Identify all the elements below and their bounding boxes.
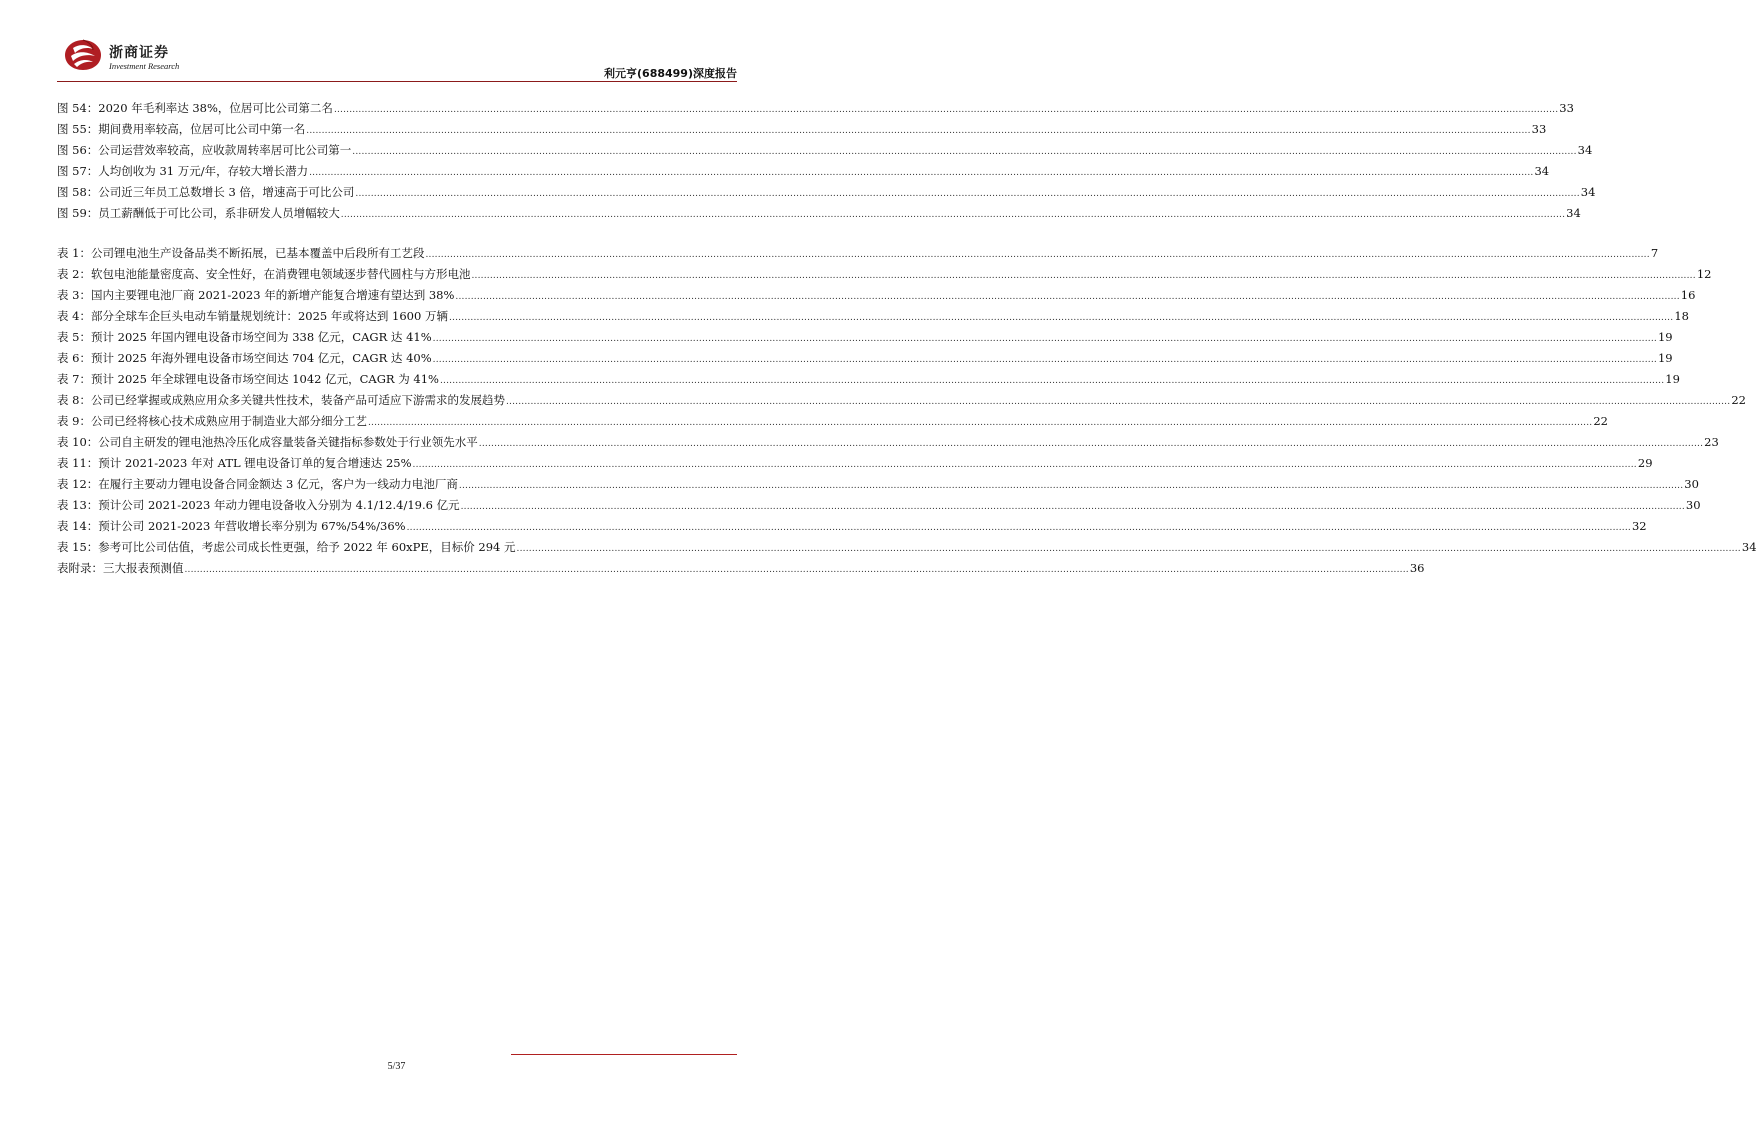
table-of-contents bbox=[57, 98, 1757, 579]
toc-leader-dots: ................................................................................................................................................................................................................................................................................................................................................................................................................ bbox=[432, 355, 1657, 365]
toc-leader-dots: ................................................................................................................................................................................................................................................................................................................................................................................................................ bbox=[478, 439, 1704, 449]
toc-entry-page: 34 bbox=[1534, 164, 1550, 178]
toc-entry-page: 7 bbox=[1650, 246, 1659, 260]
toc-leader-dots: ................................................................................................................................................................................................................................................................................................................................................................................................................ bbox=[458, 481, 1684, 491]
toc-entry-title: 表 9：公司已经将核心技术成熟应用于制造业大部分细分工艺 bbox=[57, 414, 367, 428]
toc-entry-title: 表 6：预计 2025 年海外锂电设备市场空间达 704 亿元，CAGR 达 40% bbox=[57, 351, 432, 365]
toc-leader-dots: ................................................................................................................................................................................................................................................................................................................................................................................................................ bbox=[425, 250, 1650, 260]
toc-entry-title: 表 7：预计 2025 年全球锂电设备市场空间达 1042 亿元，CAGR 为 41% bbox=[57, 372, 439, 386]
toc-entry-page: 36 bbox=[1409, 561, 1425, 575]
toc-entry[interactable] bbox=[57, 285, 1696, 306]
toc-entry-title: 表 2：软包电池能量密度高、安全性好，在消费锂电领域逐步替代圆柱与方形电池 bbox=[57, 267, 471, 281]
header-divider bbox=[57, 81, 737, 82]
toc-leader-dots: ................................................................................................................................................................................................................................................................................................................................................................................................................ bbox=[448, 313, 1674, 323]
toc-leader-dots: ................................................................................................................................................................................................................................................................................................................................................................................................................ bbox=[439, 376, 1665, 386]
toc-entry[interactable] bbox=[57, 327, 1673, 348]
toc-entry-page: 19 bbox=[1657, 351, 1673, 365]
toc-leader-dots: ................................................................................................................................................................................................................................................................................................................................................................................................................ bbox=[406, 523, 1631, 533]
toc-entry[interactable] bbox=[57, 537, 1757, 558]
toc-entry[interactable] bbox=[57, 558, 1425, 579]
page-header bbox=[57, 34, 737, 82]
toc-entry-title: 表 13：预计公司 2021-2023 年动力锂电设备收入分别为 4.1/12.4/19.6 亿元 bbox=[57, 498, 460, 512]
zheshang-logo-icon bbox=[63, 38, 103, 72]
toc-leader-dots: ................................................................................................................................................................................................................................................................................................................................................................................................................ bbox=[505, 397, 1731, 407]
toc-entry-page: 30 bbox=[1684, 477, 1699, 491]
toc-entry-title: 表 4：部分全球车企巨头电动车销量规划统计：2025 年或将达到 1600 万辆 bbox=[57, 309, 448, 323]
toc-entry-title: 图 56：公司运营效率较高，应收款周转率居可比公司第一 bbox=[57, 143, 352, 157]
table-list bbox=[57, 243, 1757, 579]
toc-leader-dots: ................................................................................................................................................................................................................................................................................................................................................................................................................ bbox=[455, 292, 1680, 302]
toc-entry[interactable] bbox=[57, 369, 1680, 390]
toc-entry-title: 表 10：公司自主研发的锂电池热冷压化成容量装备关键指标参数处于行业领先水平 bbox=[57, 435, 478, 449]
toc-entry-page: 34 bbox=[1577, 143, 1593, 157]
toc-entry-title: 表 1：公司锂电池生产设备品类不断拓展，已基本覆盖中后段所有工艺段 bbox=[57, 246, 425, 260]
toc-entry-page: 16 bbox=[1680, 288, 1696, 302]
toc-entry-title: 图 59：员工薪酬低于可比公司，系非研发人员增幅较大 bbox=[57, 206, 340, 220]
toc-entry[interactable] bbox=[57, 119, 1547, 140]
toc-entry-title: 表附录：三大报表预测值 bbox=[57, 561, 184, 575]
toc-entry[interactable] bbox=[57, 474, 1699, 495]
toc-entry[interactable] bbox=[57, 453, 1653, 474]
toc-entry[interactable] bbox=[57, 182, 1596, 203]
toc-entry-page: 18 bbox=[1674, 309, 1689, 323]
toc-entry-title: 图 55：期间费用率较高，位居可比公司中第一名 bbox=[57, 122, 306, 136]
toc-leader-dots: ................................................................................................................................................................................................................................................................................................................................................................................................................ bbox=[184, 565, 1409, 575]
toc-entry-title: 表 3：国内主要锂电池厂商 2021-2023 年的新增产能复合增速有望达到 38% bbox=[57, 288, 455, 302]
toc-leader-dots: ................................................................................................................................................................................................................................................................................................................................................................................................................ bbox=[309, 168, 1534, 178]
toc-leader-dots: ................................................................................................................................................................................................................................................................................................................................................................................................................ bbox=[340, 210, 1566, 220]
footer-divider bbox=[511, 1054, 737, 1055]
toc-entry[interactable] bbox=[57, 161, 1550, 182]
toc-entry-page: 34 bbox=[1741, 540, 1757, 554]
toc-leader-dots: ................................................................................................................................................................................................................................................................................................................................................................................................................ bbox=[306, 126, 1531, 136]
toc-entry-title: 表 14：预计公司 2021-2023 年营收增长率分别为 67%/54%/36% bbox=[57, 519, 406, 533]
toc-entry-title: 表 15：参考可比公司估值，考虑公司成长性更强，给予 2022 年 60xPE，目标价 294 元 bbox=[57, 540, 516, 554]
toc-entry-page: 33 bbox=[1559, 101, 1574, 115]
toc-entry-title: 表 8：公司已经掌握或成熟应用众多关键共性技术，装备产品可适应下游需求的发展趋势 bbox=[57, 393, 505, 407]
toc-entry-page: 34 bbox=[1566, 206, 1581, 220]
toc-leader-dots: ................................................................................................................................................................................................................................................................................................................................................................................................................ bbox=[355, 189, 1580, 199]
page-number: 5/37 bbox=[387, 1061, 406, 1072]
toc-entry-page: 32 bbox=[1631, 519, 1647, 533]
company-logo bbox=[57, 34, 217, 76]
toc-entry-title: 图 57：人均创收为 31 万元/年，存较大增长潜力 bbox=[57, 164, 309, 178]
toc-leader-dots: ................................................................................................................................................................................................................................................................................................................................................................................................................ bbox=[516, 544, 1741, 554]
report-title: 利元亨(688499)深度报告 bbox=[604, 67, 737, 80]
toc-entry[interactable] bbox=[57, 390, 1746, 411]
toc-entry-page: 19 bbox=[1657, 330, 1673, 344]
toc-entry[interactable] bbox=[57, 306, 1689, 327]
toc-entry-title: 表 11：预计 2021-2023 年对 ATL 锂电设备订单的复合增速达 25% bbox=[57, 456, 412, 470]
toc-leader-dots: ................................................................................................................................................................................................................................................................................................................................................................................................................ bbox=[460, 502, 1685, 512]
toc-entry[interactable] bbox=[57, 348, 1673, 369]
toc-entry-title: 图 58：公司近三年员工总数增长 3 倍，增速高于可比公司 bbox=[57, 185, 355, 199]
logo-english-name: Investment Research bbox=[109, 61, 180, 71]
toc-entry[interactable] bbox=[57, 411, 1608, 432]
toc-entry-page: 34 bbox=[1580, 185, 1596, 199]
toc-leader-dots: ................................................................................................................................................................................................................................................................................................................................................................................................................ bbox=[352, 147, 1577, 157]
logo-chinese-name: 浙商证券 bbox=[109, 45, 169, 61]
toc-entry[interactable] bbox=[57, 516, 1647, 537]
toc-entry-page: 19 bbox=[1665, 372, 1680, 386]
toc-entry-title: 表 12：在履行主要动力锂电设备合同金额达 3 亿元，客户为一线动力电池厂商 bbox=[57, 477, 458, 491]
toc-entry-title: 图 54：2020 年毛利率达 38%，位居可比公司第二名 bbox=[57, 101, 333, 115]
toc-entry[interactable] bbox=[57, 203, 1581, 224]
toc-entry[interactable] bbox=[57, 98, 1574, 119]
toc-leader-dots: ................................................................................................................................................................................................................................................................................................................................................................................................................ bbox=[432, 334, 1657, 344]
toc-entry-page: 22 bbox=[1731, 393, 1746, 407]
toc-entry[interactable] bbox=[57, 264, 1712, 285]
toc-entry-title: 表 5：预计 2025 年国内锂电设备市场空间为 338 亿元，CAGR 达 41% bbox=[57, 330, 432, 344]
toc-entry[interactable] bbox=[57, 243, 1659, 264]
toc-entry[interactable] bbox=[57, 432, 1719, 453]
toc-entry-page: 22 bbox=[1593, 414, 1608, 428]
toc-leader-dots: ................................................................................................................................................................................................................................................................................................................................................................................................................ bbox=[333, 105, 1559, 115]
toc-leader-dots: ................................................................................................................................................................................................................................................................................................................................................................................................................ bbox=[367, 418, 1593, 428]
figure-list bbox=[57, 98, 1596, 224]
toc-entry-page: 29 bbox=[1637, 456, 1653, 470]
toc-entry[interactable] bbox=[57, 495, 1701, 516]
toc-entry-page: 33 bbox=[1531, 122, 1547, 136]
toc-leader-dots: ................................................................................................................................................................................................................................................................................................................................................................................................................ bbox=[471, 271, 1696, 281]
toc-entry-page: 30 bbox=[1685, 498, 1701, 512]
section-gap bbox=[57, 224, 737, 243]
toc-entry-page: 12 bbox=[1696, 267, 1712, 281]
toc-leader-dots: ................................................................................................................................................................................................................................................................................................................................................................................................................ bbox=[412, 460, 1637, 470]
toc-entry-page: 23 bbox=[1704, 435, 1719, 449]
toc-entry[interactable] bbox=[57, 140, 1593, 161]
